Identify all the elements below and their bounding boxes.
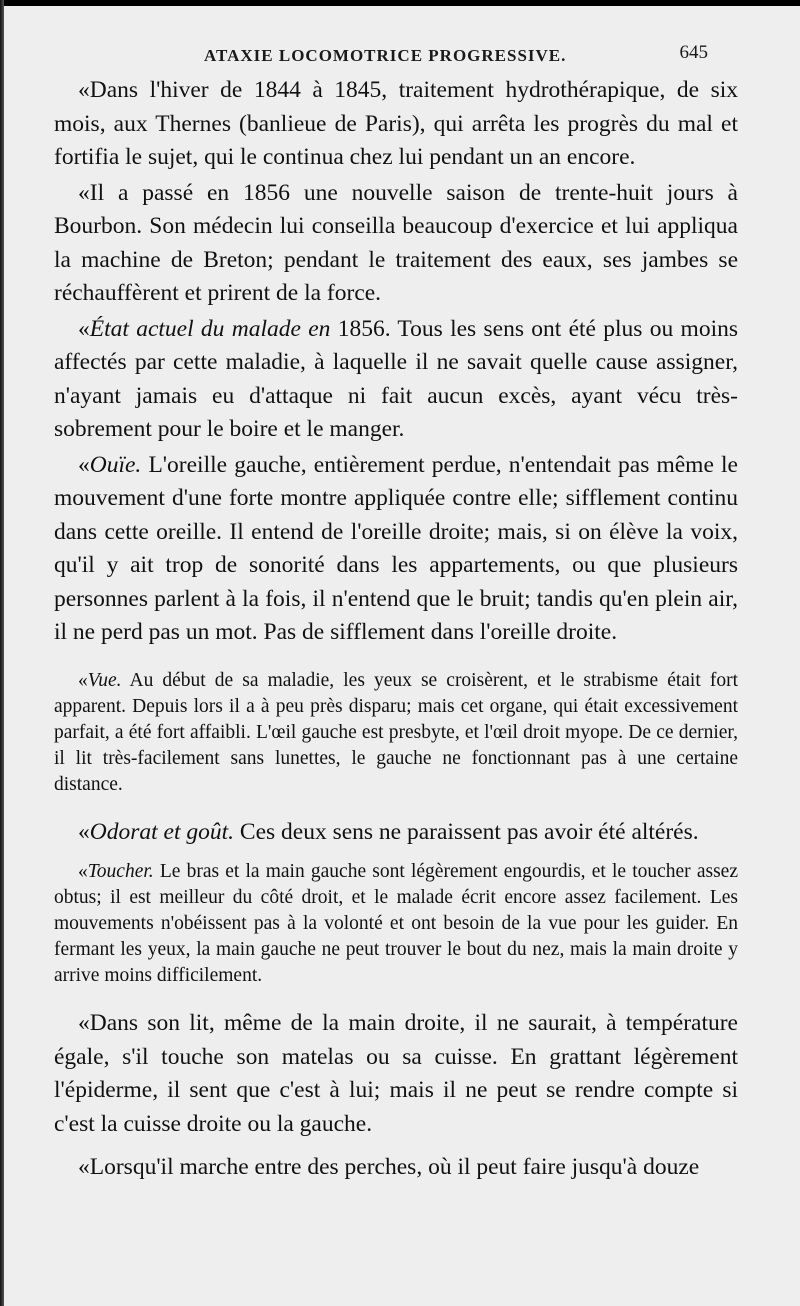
paragraph-text: Le bras et la main gauche sont légèrement engourdis, et le toucher assez obtus; il est meilleur du côté droit, et le malade écrit encore assez facilement. Les mouvements n'obéissent pas à la volonté et ont besoin de la vue pour les guider. En fermant les yeux, la main gauche ne peut trouver le bout du nez, mais la main droite y arrive moins difficilement.: [54, 861, 738, 986]
page-header: [4, 40, 800, 70]
section-title-touch: Toucher.: [87, 861, 154, 882]
paragraph-hearing: [54, 449, 738, 650]
book-page: [4, 6, 800, 1306]
paragraph-hydrotherapy: «Dans l'hiver de 1844 à 1845, traitement hydrothérapique, de six mois, aux Thernes (banlieue de Paris), qui arrêta les progrès du mal et fortifia le sujet, qui le continua chez lui pendant un an encore.: [54, 77, 738, 170]
quote-mark: «: [78, 669, 88, 691]
page-body: [54, 74, 738, 1185]
quote-mark: «: [78, 818, 90, 845]
section-title-smell-taste: Odorat et goût.: [89, 818, 235, 845]
paragraph-sight: [54, 668, 738, 798]
paragraph-current-state: [54, 313, 738, 447]
quote-mark: «: [78, 451, 90, 478]
section-title-current-state: État actuel du malade en: [89, 315, 331, 342]
paragraph-text: 1856. Tous les sens ont été plus ou moins affectés par cette maladie, à laquelle il ne savait quelle cause assigner, n'ayant jamais eu d'attaque ni fait aucun excès, ayant vécu très-sobrement pour le boire et le manger.: [54, 315, 738, 442]
paragraph-in-bed: «Dans son lit, même de la main droite, il ne saurait, à température égale, s'il touche son matelas ou sa cuisse. En grattant légèrement l'épiderme, il sent que c'est à lui; mais il ne peut se rendre compte si c'est la cuisse droite ou la gauche.: [54, 1010, 738, 1137]
paragraph-walking: «Lorsqu'il marche entre des perches, où il peut faire jusqu'à douze: [78, 1154, 700, 1180]
paragraph-smell-taste: [54, 816, 738, 850]
paragraph-text: Ces deux sens ne paraissent pas avoir été altérés.: [234, 818, 699, 845]
section-title-sight: Vue.: [87, 669, 122, 691]
quote-mark: «: [78, 861, 88, 882]
paragraph-bourbon: «Il a passé en 1856 une nouvelle saison de trente-huit jours à Bourbon. Son médecin lui conseilla beaucoup d'exercice et lui appliqua la machine de Breton; pendant le traitement des eaux, ses jambes se réchauffèrent et prirent de la force.: [54, 179, 738, 306]
page-number: 645: [679, 42, 708, 63]
section-title-hearing: Ouïe.: [89, 451, 142, 478]
quote-mark: «: [78, 315, 90, 342]
paragraph-touch: [54, 859, 738, 989]
running-head: ATAXIE LOCOMOTRICE PROGRESSIVE.: [204, 46, 567, 65]
paragraph-text: L'oreille gauche, entièrement perdue, n'entendait pas même le mouvement d'une forte montre appliquée contre elle; sifflement continu dans cette oreille. Il entend de l'oreille droite; mais, si on élève la voix, qu'il y ait trop de sonorité dans les appartements, ou que plusieurs personnes parlent à la fois, il n'entend que le bruit; tandis qu'en plein air, il ne perd pas un mot. Pas de sifflement dans l'oreille droite.: [54, 451, 738, 645]
paragraph-text: Au début de sa maladie, les yeux se croisèrent, et le strabisme était fort apparent. Depuis lors il a à peu près disparu; mais cet organe, qui était excessivement parfait, a été fort affaibli. L'œil gauche est presbyte, et l'œil droit myope. De ce dernier, il lit très-facilement sans lunettes, le gauche ne fonctionnant pas à une certaine distance.: [54, 669, 738, 795]
